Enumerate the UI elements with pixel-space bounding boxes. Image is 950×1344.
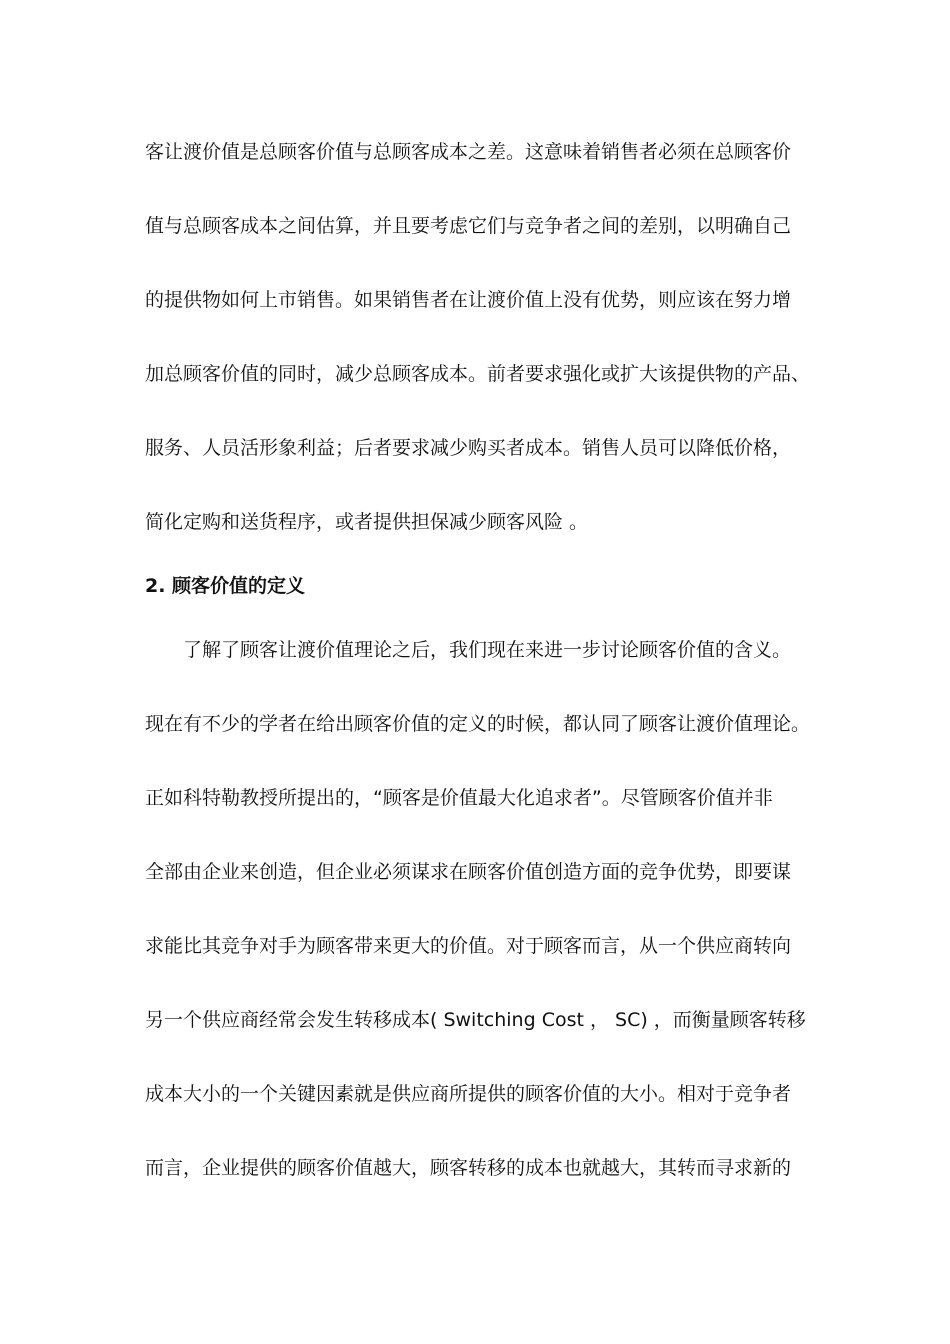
- section-heading: 2. 顾客价值的定义: [145, 575, 306, 597]
- text-line: 另一个供应商经常会发生转移成本( Switching Cost ， SC) ，而衡量顾客转移: [145, 1009, 806, 1031]
- text-line: 求能比其竞争对手为顾客带来更大的价值。对于顾客而言，从一个供应商转向: [145, 935, 792, 957]
- text-line: 加总顾客价值的同时，减少总顾客成本。前者要求强化或扩大该提供物的产品、: [145, 363, 811, 385]
- text-line: 值与总顾客成本之间估算，并且要考虑它们与竞争者之间的差别，以明确自己: [145, 215, 792, 237]
- text-line: 客让渡价值是总顾客价值与总顾客成本之差。这意味着销售者必须在总顾客价: [145, 141, 792, 163]
- text-line: 的提供物如何上市销售。如果销售者在让渡价值上没有优势，则应该在努力增: [145, 289, 792, 311]
- text-line: 简化定购和送货程序，或者提供担保减少顾客风险 。: [145, 511, 589, 533]
- text-line: 而言，企业提供的顾客价值越大，顾客转移的成本也就越大，其转而寻求新的: [145, 1157, 792, 1179]
- text-line: 全部由企业来创造，但企业必须谋求在顾客价值创造方面的竞争优势，即要谋: [145, 861, 792, 883]
- text-line: 成本大小的一个关键因素就是供应商所提供的顾客价值的大小。相对于竞争者: [145, 1083, 792, 1105]
- text-line: 服务、人员活形象利益；后者要求减少购买者成本。销售人员可以降低价格，: [145, 437, 792, 459]
- text-line: 正如科特勒教授所提出的，“顾客是价值最大化追求者”。尽管顾客价值并非: [145, 787, 773, 809]
- text-line: 现在有不少的学者在给出顾客价值的定义的时候，都认同了顾客让渡价值理论。: [145, 713, 811, 735]
- text-line: 了解了顾客让渡价值理论之后，我们现在来进一步讨论顾客价值的含义。: [183, 639, 792, 661]
